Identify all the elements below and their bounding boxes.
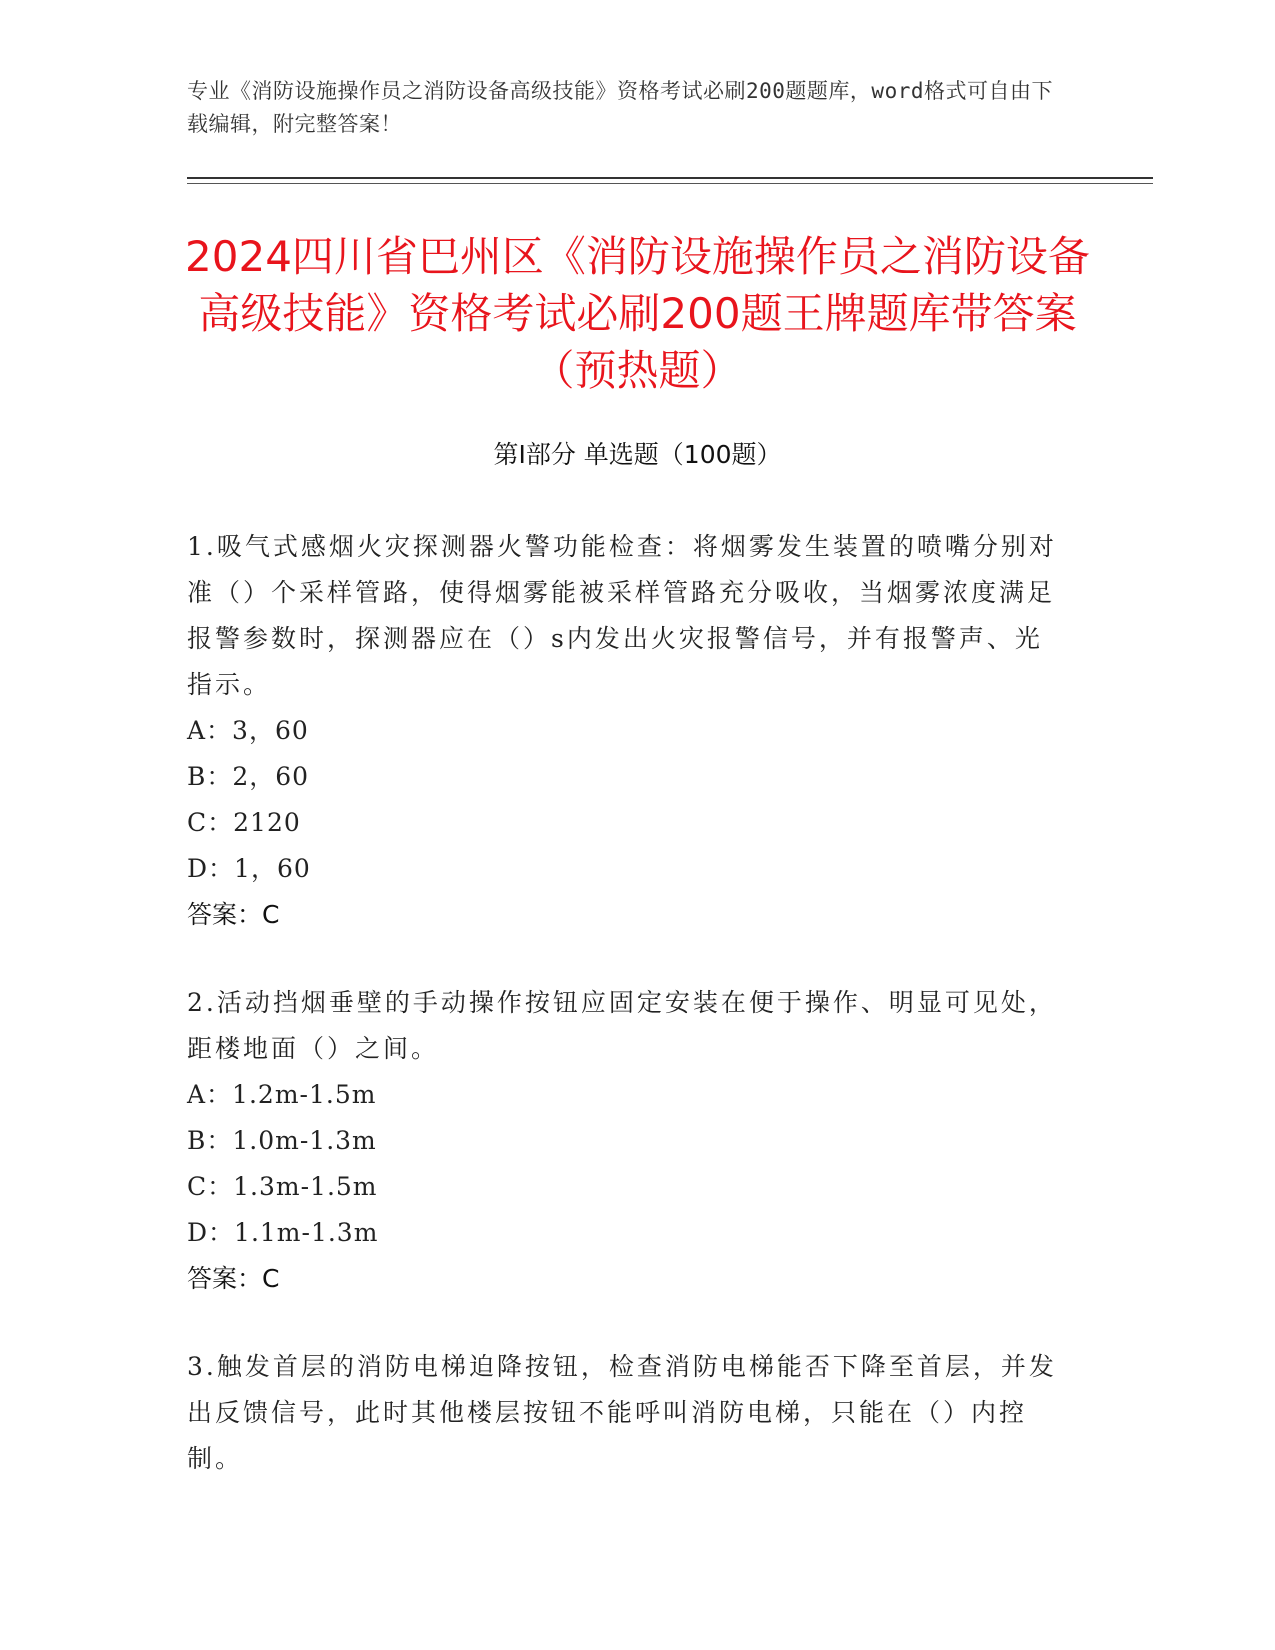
question-3 xyxy=(187,1344,1067,1482)
header-divider xyxy=(187,177,1153,179)
option-b: B：1.0m-1.3m xyxy=(187,1126,377,1155)
answer: 答案：C xyxy=(187,1264,280,1293)
option-a: A：3，60 xyxy=(187,716,309,745)
header-divider-thin xyxy=(187,183,1153,184)
question-text: 1.吸气式感烟火灾探测器火警功能检查：将烟雾发生装置的喷嘴分别对准（）个采样管路，使得烟雾能被采样管路充分吸收，当烟雾浓度满足报警参数时，探测器应在（）s内发出火灾报警信号，并有报警声、光指示。 xyxy=(187,532,1057,699)
header-note: 专业《消防设施操作员之消防设备高级技能》资格考试必刷200题题库，word格式可自由下载编辑，附完整答案！ xyxy=(187,79,1053,136)
question-1 xyxy=(187,524,1067,938)
answer: 答案：C xyxy=(187,900,280,929)
document-title: 2024四川省巴州区《消防设施操作员之消防设备高级技能》资格考试必刷200题王牌题库带答案（预热题） xyxy=(185,232,1090,395)
option-d: D：1.1m-1.3m xyxy=(187,1218,379,1247)
question-2 xyxy=(187,980,1067,1302)
option-b: B：2，60 xyxy=(187,762,310,791)
option-c: C：2120 xyxy=(187,808,301,837)
option-c: C：1.3m-1.5m xyxy=(187,1172,378,1201)
option-d: D：1，60 xyxy=(187,854,311,883)
question-text: 3.触发首层的消防电梯迫降按钮，检查消防电梯能否下降至首层，并发出反馈信号，此时其他楼层按钮不能呼叫消防电梯，只能在（）内控制。 xyxy=(187,1352,1057,1473)
question-text: 2.活动挡烟垂壁的手动操作按钮应固定安装在便于操作、明显可见处，距楼地面（）之间。 xyxy=(187,988,1057,1063)
option-a: A：1.2m-1.5m xyxy=(187,1080,377,1109)
section-heading: 第Ⅰ部分 单选题（100题） xyxy=(493,440,782,469)
